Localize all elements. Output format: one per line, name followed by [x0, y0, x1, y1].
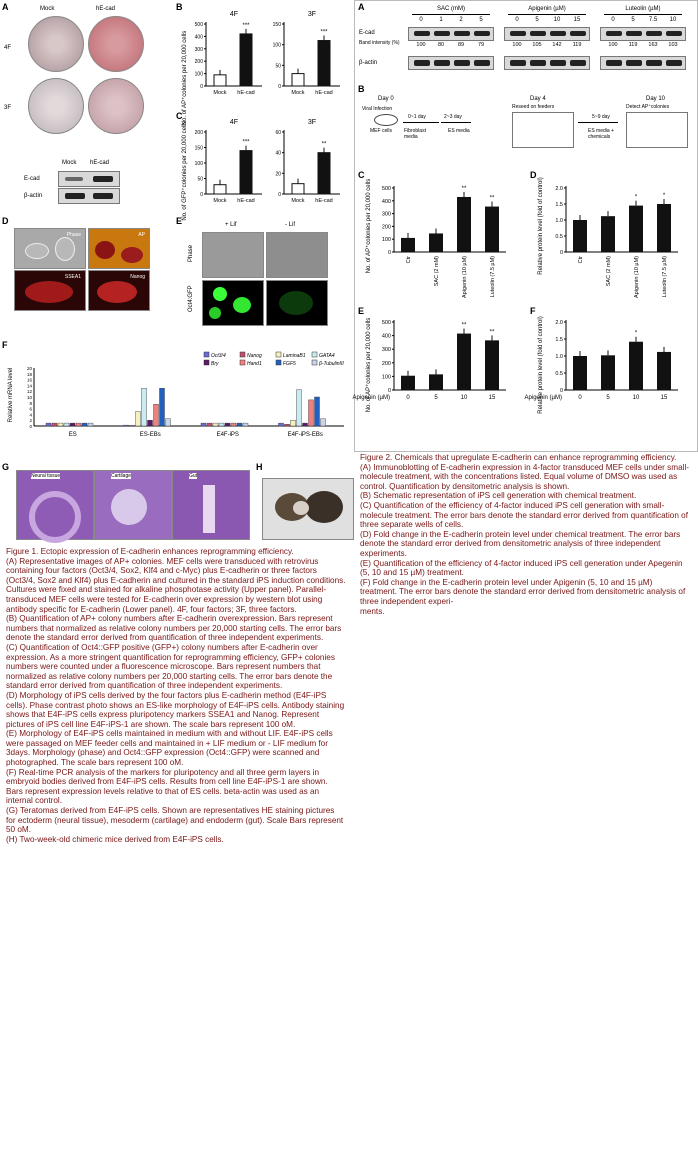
- row-label-3f: 3F: [4, 105, 12, 111]
- chart-1f-group-3: E4F-iPS-EBs: [287, 432, 323, 438]
- he-neural: [16, 470, 94, 540]
- chart-1f-group-2: E4F-iPS: [216, 432, 239, 438]
- label-phase: Phase: [66, 232, 81, 238]
- chart-1f-bar: [321, 419, 326, 426]
- schema-day4: Day 4: [530, 96, 546, 102]
- chart-2c-sig-2: **: [461, 185, 467, 192]
- chart-2f-xlabel: Apigenin (µM): [524, 395, 562, 401]
- chart-1b-4f-tick-label: 400: [194, 34, 203, 41]
- chart-1b-4f-title: 4F: [229, 11, 239, 18]
- blot-2a-conc: 7.5: [648, 17, 658, 23]
- schema-step2b: ES media: [448, 128, 470, 134]
- chart-2e-ylabel: No. of AP⁺colonies per 20,000 cells: [366, 317, 372, 413]
- blot-2a-intensity: 79: [477, 42, 485, 48]
- chart-1f-tick-label: 14: [26, 383, 32, 389]
- chart-1f-ylabel: Relative mRNA level: [8, 367, 14, 423]
- chart-2f-bar-1: [601, 355, 615, 390]
- col-label-mock: Mock: [40, 6, 55, 12]
- chart-1f-bar: [285, 424, 290, 426]
- chart-2e-cat-3: 15: [488, 395, 496, 401]
- figure-2-caption: Figure 2. Chemicals that upregulate E-cadherin can enhance reprogramming efficiency. (A) Immunoblotting of E-cadherin expression in 4-factor transduced MEF cells under small-molecule treatment, with the concentrations listed. Equal volume of DMSO was used as control. Quantification by densitometric analysis is shown. (B) Schematic representation of iPS cell generation with chemical treatment. (C) Quantification of the efficiency of 4-factor induced iPS cell generation with small-molecule treatment. The error bars denote the standard error derived from quantification of three separate wells of cells. (D) Fold change in the E-cadherin protein level under chemical treatment. The error bars denote the standard error derived from densitometric analysis of three independent experiments. (E) Quantification of the efficiency of 4-factor induced iPS cell generation under Apegenin (5, 10 and 15 µM) treatment. (F) Fold change in the E-cadherin protein level under Apigenin (5, 10 and 15 µM) treatment. The error bars denote the standard error derived from densitometric analysis of three independent experi- ments.: [360, 453, 690, 616]
- chart-1f-bar: [88, 423, 93, 426]
- chart-2e-tick-label: 300: [381, 347, 391, 354]
- chart-2c-tick-label: 500: [381, 186, 391, 192]
- phase-plus-lif: [202, 232, 264, 278]
- chart-2d: [530, 176, 696, 306]
- chart-2f-cat-2: 10: [632, 395, 640, 401]
- col-label-plus-lif: + Lif: [225, 222, 237, 228]
- chart-1b-3f-tick-label: 50: [275, 63, 281, 70]
- blot-2a-intensity: 105: [532, 42, 542, 48]
- chart-2e-tick-label: 200: [381, 360, 391, 367]
- chart-2d-cat-1: SAC (2 mM): [606, 256, 612, 287]
- chart-2e-bar-1: [429, 374, 443, 390]
- figure-1-caption: Figure 1. Ectopic expression of E-cadherin enhances reprogramming efficiency. (A) Representative images of AP+ colonies. MEF cells were transduced with retrovirus containing four factors (Oct3/4, Sox2, Klf4 and c-Myc) plus E-cadherin or three factors (Oct3/4, Sox2 and Klf4) plus E-cadherin and cultured in the standard iPS induction conditions. Cultures were fixed and stained for alkaline phosphotase activity (Upper panel). Parallel-transduced MEF cells were tested for E-cadherin over expression by western blot using antibody specific for E-cadherin (Lower panel). 4F, four factors; 3F, three factors. (B) Quantification of AP+ colony numbers after E-cadherin overexpression. Bars represent numbers that normalized as relative colony numbers per 20,000 starting cells. The error bars denote the standard error derived from quantification of three independent experiments. (C) Quantification of Oct4::GFP positive (GFP+) colony numbers after E-cadherin over expression. As a more stringent quantification for reprogramming efficiency, GFP+ colonies numbers were counted under a fluorescence microscope. Bars represent numbers that normalized as relative colony numbers per 20,000 starting cells. The error bars denote the standard error derived from quantification of three independent experiments. (D) Morphology of iPS cells derived by the four factors plus E-cadherin method (E4F-iPS cells). Phase contrast photo shows an ES-like morphology of E4F-iPS cells. Antibody staining shows that E4F-iPS cells express pluripotency markers SSEA1 and Nanog. Represent pictures of iPS cell line E4F-iPS-1 are shown. The scale bars represent 100 oM. (E) Morphology of E4F-iPS cells maintained in medium with and without LIF. E4F-iPS cells were passaged on MEF feeder cells and maintained in + LIF medium or - LIF medium for 3days. Morphology (phase) and Oct4::GFP expression (Oct4::GFP) were scanned and photographed. The scale bars represent 100 oM. (F) Real-time PCR analysis of the markers for pluripotency and all three germ layers in embryoid bodies derived from E4F-iPS cells. Results from cell line E4F-iPS-1 are shown. Bars represent expression levels relative to that of ES cells. beta-actin was used as an internal control. (G) Teratomas derived from E4F-iPS cells. Shown are representatives HE staining pictures for ectoderm (neural tissue), mesoderm (cartilage) and endoderm (gut). Scale Bars represent 50 oM. (H) Two-week-old chimeric mice derived from E4F-iPS cells.: [6, 547, 346, 844]
- row-label-4f: 4F: [4, 45, 12, 51]
- panel-label-1b: B: [176, 2, 183, 12]
- blot-2a-intensity: 100: [608, 42, 618, 48]
- he-cartilage: [94, 470, 172, 540]
- schema-detect: Detect AP⁺colonies: [626, 104, 670, 110]
- chart-1c-3f-bar-0: [292, 184, 304, 194]
- schema-reseed: Reseed on feeders: [512, 104, 555, 110]
- chart-2c-sig-3: **: [489, 195, 495, 202]
- blot-2a-intensity: 119: [572, 42, 582, 48]
- chart-1c-3f-tick-label: 40: [275, 150, 281, 157]
- blot-2a-conc: 15: [573, 17, 581, 23]
- chart-2e-tick-label: 500: [381, 320, 391, 326]
- chart-1b-4f-sig: ***: [242, 22, 250, 29]
- label-gut: Gut: [189, 473, 198, 479]
- chart-2e-bar-0: [401, 376, 415, 390]
- chart-1f-bar: [201, 423, 206, 426]
- chart-2c-cat-1: SAC (2 mM): [434, 256, 440, 287]
- blot-2a-ecad-0: [408, 27, 494, 41]
- detect-plate: [626, 112, 688, 148]
- blot-2a-conc: 2: [459, 17, 463, 23]
- chart-2d-tick-label: 1.0: [555, 218, 563, 224]
- panel-label-1g: G: [2, 462, 10, 472]
- chart-1f-group-1: ES-EBs: [139, 432, 161, 438]
- chart-1c-3f-bar-1: [318, 153, 330, 194]
- schema-step1b: Fibroblast media: [404, 128, 426, 140]
- blot-2a-conc: 5: [535, 17, 539, 23]
- chart-1f-tick-label: 18: [26, 371, 32, 377]
- chart-1b-4f-tick-label: 300: [194, 46, 203, 53]
- chart-2e-tick-label: 100: [381, 374, 391, 381]
- chart-1c-3f-tick-label: 0: [278, 192, 281, 198]
- chart-1b-ylabel: No. of AP⁺colonies per 20,000 cells: [182, 30, 188, 126]
- chart-1f-tick-label: 12: [26, 389, 32, 395]
- blot-2a-conc: 5: [479, 17, 483, 23]
- chart-1f-legend-3: GATA4: [319, 353, 335, 359]
- schema-day10: Day 10: [646, 96, 666, 102]
- chart-2c-tick-label: 300: [381, 211, 391, 218]
- chart-1f-bar: [82, 423, 87, 426]
- col-label-hecad: hE-cad: [96, 6, 116, 12]
- label-ap: AP: [138, 232, 145, 238]
- chart-2d-tick-label: 1.5: [555, 202, 563, 208]
- chart-1b-3f: [273, 11, 340, 96]
- chart-1f-bar: [64, 423, 69, 426]
- chart-1b-4f-tick-label: 0: [200, 84, 203, 90]
- chart-2f-ylabel: Relative protein level (fold of control): [538, 316, 544, 414]
- chart-1b-4f-tick-label: 500: [194, 22, 203, 28]
- chart-2e-cat-0: 0: [406, 395, 410, 401]
- panel-label-2e: E: [358, 306, 365, 316]
- chart-2f-tick-label: 1.0: [555, 354, 563, 360]
- blot-2a-actin-2: [600, 56, 686, 70]
- chart-1c-3f-cat-0: Mock: [291, 198, 305, 204]
- blot-2a-intensity: 142: [552, 42, 562, 48]
- panel-label-1d: D: [2, 216, 9, 226]
- panel-label-2d: D: [530, 170, 537, 180]
- chart-1c-3f-sig: **: [321, 141, 327, 148]
- chart-1b-3f-bar-1: [318, 41, 330, 86]
- blot-2a-title-rule: [508, 14, 586, 15]
- chart-1f-tick-label: 2: [29, 418, 32, 424]
- chart-1f-legend-swatch-5: [240, 360, 245, 365]
- label-ssea1: SSEA1: [64, 274, 81, 280]
- row-label-oct4gfp: Oct4:GFP: [188, 285, 194, 312]
- chart-2d-tick-label: 2.0: [555, 186, 563, 192]
- chart-1f-legend-6: FGF5: [283, 361, 296, 367]
- ssea1-image-1d: [14, 270, 86, 311]
- chart-1f-tick-label: 8: [29, 400, 32, 406]
- phase-image-1d: [14, 228, 86, 269]
- chart-2d-bar-3: [657, 204, 671, 252]
- chart-1f-bar: [213, 423, 218, 426]
- chart-1b-3f-cat-1: hE-cad: [315, 90, 333, 96]
- chart-1f-bar: [237, 423, 242, 426]
- chart-2e-bar-3: [485, 340, 499, 390]
- chart-1f-bar: [279, 423, 284, 426]
- blot-2a-intensity: 163: [648, 42, 658, 48]
- chart-1f-bar: [76, 423, 81, 426]
- chart-1b-3f-bar-0: [292, 74, 304, 86]
- chart-1c-4f-sig: ***: [242, 139, 250, 146]
- chart-2d-cat-3: Luteolin (7.5 µM): [662, 256, 668, 298]
- chart-2f-bar-2: [629, 342, 643, 390]
- chart-1f-bar: [243, 423, 248, 426]
- chart-2d-sig-2: *: [634, 194, 638, 201]
- chart-2d-cat-2: Apigenin (10 µM): [634, 256, 640, 298]
- arrow-2: [441, 122, 471, 123]
- chart-2e-tick-label: 400: [381, 333, 391, 340]
- chart-1f-bar: [309, 400, 314, 426]
- chart-2f-tick-label: 0.5: [555, 371, 563, 377]
- panel-label-1f: F: [2, 340, 8, 350]
- chart-1c-3f-title: 3F: [307, 119, 317, 126]
- chart-2e-tick-label: 0: [387, 388, 391, 394]
- blot-2a-intensity: 80: [437, 42, 445, 48]
- chart-1f-legend-1: Nanog: [247, 353, 262, 359]
- label-nanog: Nanog: [130, 274, 145, 280]
- panel-label-1e: E: [176, 216, 183, 226]
- chart-2c-bar-1: [429, 233, 443, 252]
- chart-1c-4f-bar-1: [240, 151, 252, 194]
- schema-step1: 0~1 day: [408, 114, 426, 120]
- chart-1f-bar: [166, 419, 171, 426]
- chart-1f-tick-label: 0: [29, 424, 32, 429]
- chart-1f-bar: [142, 388, 147, 426]
- chart-1b-4f-bar-0: [214, 75, 226, 86]
- blot-2a-title-1: Apigenin (µM): [528, 6, 566, 12]
- panel-label-1c: C: [176, 111, 183, 121]
- schema-step3: 5~9 day: [592, 114, 610, 120]
- blot-2a-ecad-1: [504, 27, 590, 41]
- chart-1c-4f-cat-0: Mock: [213, 198, 227, 204]
- blot-2a-title-0: SAC (mM): [437, 6, 465, 12]
- chart-1f-legend-5: Hand1: [247, 361, 262, 367]
- schema-mef: MEF cells: [370, 128, 392, 134]
- chart-1c-4f-bar-0: [214, 185, 226, 194]
- blot-col-hecad: hE-cad: [90, 160, 110, 166]
- chart-1b-3f-tick-label: 100: [272, 42, 281, 49]
- row-ecad-2a: E-cad: [359, 30, 375, 36]
- chart-1f-legend-swatch-6: [276, 360, 281, 365]
- ap-dish-hecad-3f: [88, 78, 144, 134]
- chart-1b-3f-cat-0: Mock: [291, 90, 305, 96]
- chart-1f-tick-label: 20: [26, 366, 32, 371]
- chart-1c-4f-tick-label: 0: [200, 192, 203, 198]
- chart-1b-4f-tick-label: 200: [194, 59, 203, 66]
- chart-1b-4f-tick-label: 100: [194, 71, 203, 78]
- blot-2a-conc: 0: [515, 17, 519, 23]
- blot-2a-conc: 0: [419, 17, 423, 23]
- chart-2c-cat-3: Luteolin (7.5 µM): [490, 256, 496, 298]
- chart-1f-bar: [315, 397, 320, 426]
- row-intensity-2a: Band intensity (%): [359, 40, 400, 46]
- blot-2a-intensity: 89: [457, 42, 465, 48]
- chart-1b-3f-title: 3F: [307, 11, 317, 18]
- chart-2d-bar-2: [629, 206, 643, 252]
- blot-2a-conc: 5: [631, 17, 635, 23]
- nanog-image-1d: [88, 270, 150, 311]
- chart-2e-sig-3: **: [489, 329, 495, 336]
- chart-1f-bar: [148, 420, 153, 426]
- chart-1f-bar: [130, 425, 135, 426]
- chart-1c-4f-tick-label: 100: [194, 161, 203, 167]
- chart-1f-legend-2: LaminaB1: [283, 353, 306, 359]
- chart-2f-cat-1: 5: [606, 395, 610, 401]
- chart-2f-tick-label: 2.0: [555, 320, 563, 326]
- blot-row-ecad: E-cad: [24, 176, 40, 182]
- chart-2d-ylabel: Relative protein level (fold of control): [538, 177, 544, 275]
- chart-1f-bar: [160, 388, 165, 426]
- blot-2a-actin-0: [408, 56, 494, 70]
- col-label-minus-lif: - Lif: [285, 222, 296, 228]
- blot-2a-conc: 10: [669, 17, 677, 23]
- blot-row-actin: β-actin: [24, 193, 43, 199]
- chart-1f-bar: [52, 423, 57, 426]
- blot-2a-title-2: Luteolin (µM): [625, 6, 661, 12]
- chart-1f-tick-label: 16: [26, 377, 32, 383]
- chart-2f: [524, 310, 696, 440]
- chart-1f-legend-swatch-0: [204, 352, 209, 357]
- chart-2c-tick-label: 100: [381, 237, 391, 244]
- schema-day0: Day 0: [378, 96, 394, 102]
- blot-2a-conc: 10: [553, 17, 561, 23]
- chart-1f-bar: [154, 404, 159, 426]
- chart-1c-4f-tick-label: 200: [194, 130, 203, 136]
- chart-2f-tick-label: 1.5: [555, 337, 563, 343]
- panel-label-2a: A: [358, 2, 365, 12]
- chart-1f-legend-7: β-TubulinIII: [319, 361, 344, 367]
- chart-1f-tick-label: 6: [29, 406, 32, 412]
- chart-1f-tick-label: 10: [26, 395, 32, 400]
- chart-1c-4f-cat-1: hE-cad: [237, 198, 255, 204]
- chart-1f-bar: [136, 412, 141, 427]
- chart-1f-bar: [297, 390, 302, 426]
- chart-2c-tick-label: 0: [387, 250, 391, 256]
- row-label-phase: Phase: [188, 244, 194, 262]
- blot-actin: [58, 188, 120, 204]
- panel-label-1a: A: [2, 2, 9, 12]
- chart-1f: [4, 350, 354, 450]
- chart-1c-4f: [195, 119, 262, 204]
- chart-2c-tick-label: 200: [381, 224, 391, 231]
- chart-1c-4f-tick-label: 150: [194, 145, 203, 152]
- chart-2e-cat-2: 10: [460, 395, 468, 401]
- chart-2c-tick-label: 400: [381, 198, 391, 205]
- label-neural: Neural tissue: [31, 473, 61, 479]
- chart-2d-cat-0: Ctr: [578, 256, 584, 264]
- chart-1b-4f-cat-1: hE-cad: [237, 90, 255, 96]
- chart-1f-tick-label: 4: [29, 412, 32, 418]
- chart-1f-legend-swatch-4: [204, 360, 209, 365]
- gfp-plus-lif: [202, 280, 264, 326]
- chart-2e: [352, 310, 528, 440]
- chart-1b-3f-tick-label: 0: [278, 84, 281, 90]
- chart-2c-cat-0: Ctr: [406, 256, 412, 264]
- chart-2d-bar-1: [601, 216, 615, 252]
- chart-2f-cat-0: 0: [578, 395, 582, 401]
- chart-1f-bar: [46, 423, 51, 426]
- chart-1b-3f-tick-label: 150: [272, 22, 281, 28]
- blot-2a-conc: 1: [439, 17, 443, 23]
- he-gut: [172, 470, 250, 540]
- row-actin-2a: β-actin: [359, 60, 378, 66]
- chart-2c-bar-2: [457, 197, 471, 252]
- chart-1f-bar: [225, 423, 230, 426]
- label-cartilage: Cartilage: [111, 473, 132, 479]
- chart-2c-bar-0: [401, 238, 415, 252]
- schema-infection: Viral Infection: [362, 106, 393, 112]
- blot-2a-ecad-2: [600, 27, 686, 41]
- arrow-3: [578, 122, 618, 123]
- blot-2a-title-rule: [412, 14, 490, 15]
- chart-2d-tick-label: 0.5: [555, 234, 563, 240]
- chart-2c: [358, 176, 528, 306]
- chart-1c-3f-cat-1: hE-cad: [315, 198, 333, 204]
- chart-2d-bar-0: [573, 220, 587, 252]
- chart-2d-tick-label: 0: [559, 250, 563, 256]
- chart-1f-bar: [303, 423, 308, 426]
- chart-2c-ylabel: No. of AP⁺colonies per 20,000 cells: [366, 178, 372, 274]
- chart-1f-legend-swatch-2: [276, 352, 281, 357]
- chart-2e-xlabel: Apigenin (µM): [352, 395, 390, 401]
- chart-1f-bar: [219, 423, 224, 426]
- chart-1f-legend-swatch-3: [312, 352, 317, 357]
- chart-2e-cat-1: 5: [434, 395, 438, 401]
- panel-label-2b: B: [358, 84, 365, 94]
- mef-dish: [374, 114, 398, 126]
- feeder-plate: [512, 112, 574, 148]
- chart-1f-legend-4: Bry: [211, 361, 219, 367]
- chart-2e-sig-2: **: [461, 322, 467, 329]
- chart-1f-legend-0: Oct3/4: [211, 353, 226, 359]
- blot-2a-intensity: 103: [668, 42, 678, 48]
- chart-2f-cat-3: 15: [660, 395, 668, 401]
- panel-label-2c: C: [358, 170, 365, 180]
- chart-1c-4f-title: 4F: [229, 119, 239, 126]
- blot-2a-title-rule: [604, 14, 682, 15]
- chart-2c-bar-3: [485, 207, 499, 252]
- gfp-minus-lif: [266, 280, 328, 326]
- chart-2f-bar-0: [573, 356, 587, 390]
- ap-dish-mock-3f: [28, 78, 84, 134]
- chart-1c-4f-tick-label: 50: [197, 176, 203, 183]
- ap-dish-hecad-4f: [88, 16, 144, 72]
- chart-1b-4f: [195, 11, 262, 96]
- chart-1f-bar: [124, 425, 129, 426]
- chart-2f-tick-label: 0: [559, 388, 563, 394]
- chart-1f-bar: [207, 423, 212, 426]
- chart-1b-4f-bar-1: [240, 34, 252, 86]
- blot-2a-actin-1: [504, 56, 590, 70]
- chart-1c-3f-tick-label: 60: [275, 130, 281, 136]
- chart-2f-sig-2: *: [634, 330, 638, 337]
- blot-2a-conc: 0: [611, 17, 615, 23]
- chart-1c: [176, 116, 346, 221]
- panel-label-2f: F: [530, 306, 536, 316]
- chart-1b: [176, 8, 346, 126]
- panel-label-1h: H: [256, 462, 263, 472]
- chart-1f-legend-swatch-1: [240, 352, 245, 357]
- chart-1f-legend-swatch-7: [312, 360, 317, 365]
- blot-ecad: [58, 171, 120, 187]
- blot-2a-intensity: 100: [512, 42, 522, 48]
- arrow-1: [403, 122, 439, 123]
- chart-2e-bar-2: [457, 334, 471, 390]
- chart-1f-bar: [70, 423, 75, 426]
- blot-2a-intensity: 119: [628, 42, 638, 48]
- chart-1f-bar: [58, 423, 63, 426]
- chart-1f-group-0: ES: [68, 432, 77, 438]
- blot-col-mock: Mock: [62, 160, 77, 166]
- chart-1b-4f-cat-0: Mock: [213, 90, 227, 96]
- chart-2c-cat-2: Apigenin (10 µM): [462, 256, 468, 298]
- phase-minus-lif: [266, 232, 328, 278]
- chart-1b-3f-sig: ***: [320, 29, 328, 36]
- chart-2d-sig-3: *: [662, 193, 666, 199]
- chart-2f-bar-3: [657, 352, 671, 390]
- ap-image-1d: [88, 228, 150, 269]
- chimeric-mice-photo: [262, 478, 354, 540]
- ap-dish-mock-4f: [28, 16, 84, 72]
- blot-2a-intensity: 100: [416, 42, 426, 48]
- schema-step2: 2~3 day: [444, 114, 462, 120]
- chart-1c-3f-tick-label: 20: [275, 171, 281, 178]
- chart-1f-bar: [231, 423, 236, 426]
- schema-step3b: ES media + chemicals: [588, 128, 614, 140]
- chart-1f-bar: [291, 420, 296, 426]
- chart-1c-ylabel: No. of GFP⁺colonies per 20,000 cells: [182, 121, 188, 221]
- chart-1c-3f: [275, 119, 340, 204]
